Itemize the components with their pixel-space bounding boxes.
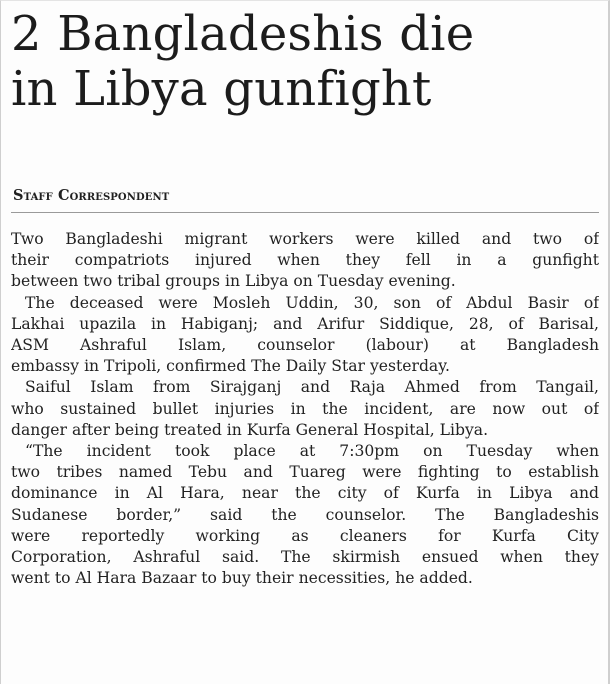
headline-line: in Libya gunfight xyxy=(11,61,432,117)
text-line: their compatriots injured when they fell in a gunfight xyxy=(11,251,599,270)
text-line: danger after being treated in Kurfa General Hospital, Libya. xyxy=(11,420,489,439)
text-line: dominance in Al Hara, near the city of Kurfa in Libya and xyxy=(11,484,599,503)
byline-divider xyxy=(11,212,599,213)
text-line: between two tribal groups in Libya on Tuesday evening. xyxy=(11,272,456,291)
article-body xyxy=(11,229,599,589)
text-line: The deceased were Mosleh Uddin, 30, son of Abdul Basir of xyxy=(25,293,599,312)
text-line: went to Al Hara Bazaar to buy their necessities, he added. xyxy=(11,569,473,588)
article-paragraph xyxy=(11,441,599,589)
text-line: ASM Ashraful Islam, counselor (labour) at Bangladesh xyxy=(11,336,599,355)
article-byline: Staff Correspondent xyxy=(13,187,170,204)
article-paragraph xyxy=(11,293,599,378)
text-line: Saiful Islam from Sirajganj and Raja Ahmed from Tangail, xyxy=(25,378,599,397)
text-line: embassy in Tripoli, confirmed The Daily Star yesterday. xyxy=(11,357,450,376)
text-line: two tribes named Tebu and Tuareg were fighting to establish xyxy=(11,463,599,482)
text-line: Lakhai upazila in Habiganj; and Arifur Siddique, 28, of Barisal, xyxy=(11,314,599,333)
text-line: were reportedly working as cleaners for Kurfa City xyxy=(11,526,599,545)
text-line: Corporation, Ashraful said. The skirmish ensued when they xyxy=(11,548,599,567)
headline-line: 2 Bangladeshis die xyxy=(11,6,475,62)
text-line: Two Bangladeshi migrant workers were killed and two of xyxy=(11,230,599,248)
text-line: who sustained bullet injuries in the incident, are now out of xyxy=(11,399,599,418)
article-paragraph xyxy=(11,377,599,441)
text-line: “The incident took place at 7:30pm on Tuesday when xyxy=(25,442,599,461)
text-line: Sudanese border,” said the counselor. The Bangladeshis xyxy=(11,505,599,524)
article-paragraph xyxy=(11,229,599,293)
article-headline xyxy=(11,7,601,117)
